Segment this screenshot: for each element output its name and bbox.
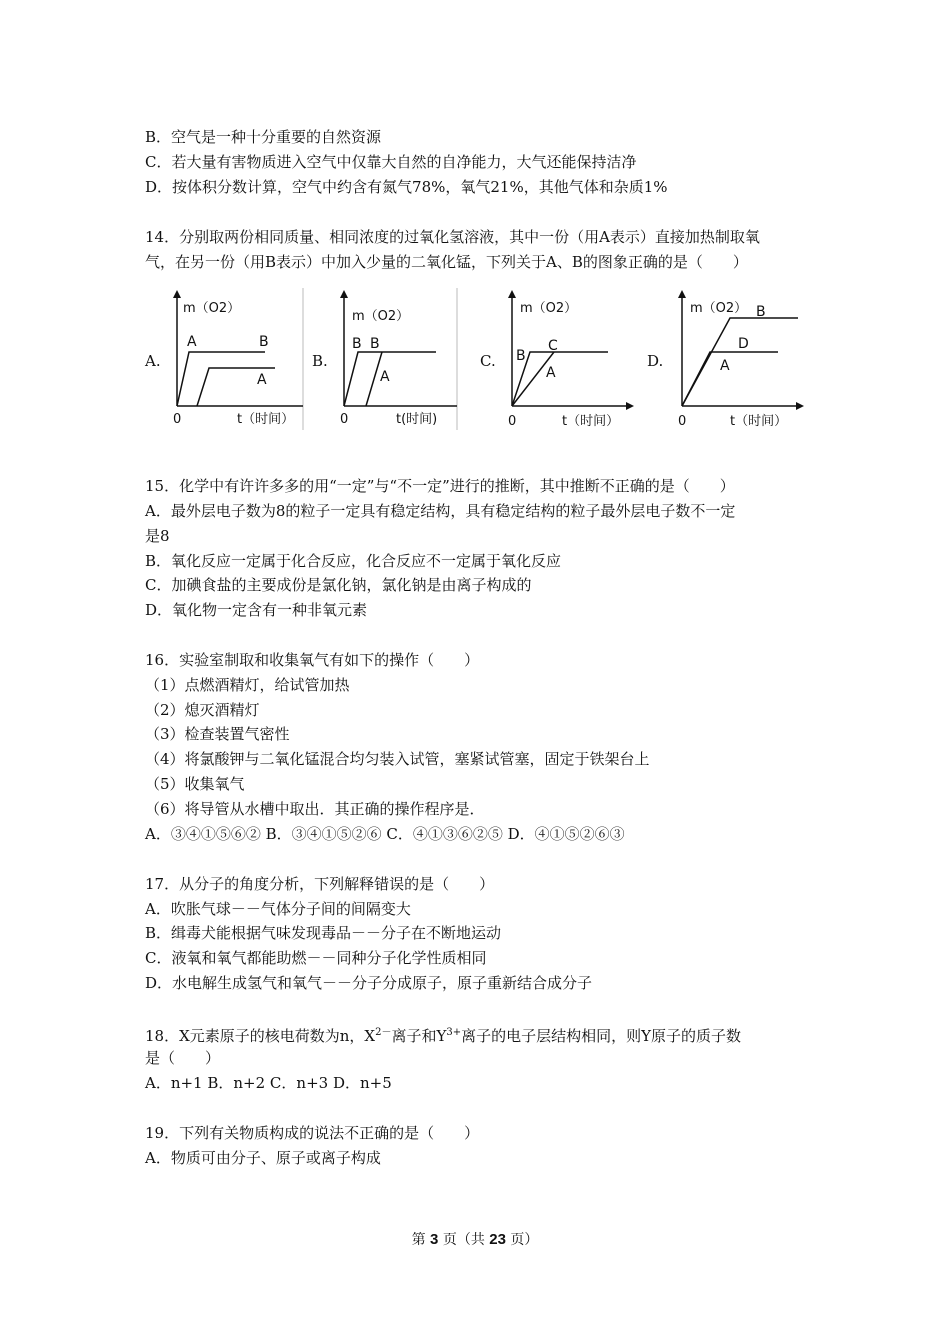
q18-charge-x: 2－ (375, 1027, 392, 1038)
q18-charge-y: 3+ (446, 1027, 462, 1038)
q16-step-6: （6）将导管从水槽中取出．其正确的操作程序是． (145, 800, 485, 818)
q14-graph-a-option: A. (145, 352, 161, 370)
q17-option-b: B．缉毒犬能根据气味发现毒品－－分子在不断地运动 (145, 924, 502, 942)
q19-stem: 19．下列有关物质构成的说法不正确的是（ ） (145, 1124, 480, 1142)
q14-graph-a (165, 288, 310, 430)
q15-option-a-line1: A．最外层电子数为8的粒子一定具有稳定结构，具有稳定结构的粒子最外层电子数不一定 (145, 502, 736, 520)
q17-option-c: C．液氧和氧气都能助燃－－同种分子化学性质相同 (145, 949, 487, 967)
q15-option-d: D．氧化物一定含有一种非氧元素 (145, 601, 368, 619)
q14-graph-a-xlabel: t（时间） (237, 412, 295, 427)
q14-graph-c-option: C. (480, 352, 496, 370)
q16-step-5: （5）收集氧气 (145, 775, 245, 793)
q14-graph-d-xlabel: t（时间） (730, 414, 788, 429)
q16-options: A．③④①⑤⑥② B．③④①⑤②⑥ C．④①③⑥②⑤ D．④①⑤②⑥③ (145, 825, 625, 843)
q18-stem-mid: 离子和Y (391, 1027, 447, 1045)
q14-graph-d-curve-3: A (720, 358, 730, 374)
q18-stem-pre: 18．X元素原子的核电荷数为n，X (145, 1027, 376, 1045)
q14-graph-d-curve-2: D (738, 336, 749, 352)
footer-page-number: 3 (430, 1231, 439, 1248)
q14-graph-a-ylabel: m（O2） (183, 301, 241, 316)
footer-total-pages: 23 (489, 1231, 506, 1248)
q14-graph-d-origin: 0 (678, 414, 687, 429)
q17-option-a: A．吹胀气球－－气体分子间的间隔变大 (145, 900, 411, 918)
q14-graph-d-curve-1: B (756, 304, 766, 320)
q14-graph-c-xlabel: t（时间） (562, 414, 620, 429)
q14-graph-c-ylabel: m（O2） (520, 301, 578, 316)
q14-graph-b-origin: 0 (340, 412, 349, 427)
q13-option-b: B．空气是一种十分重要的自然资源 (145, 128, 382, 146)
q14-stem-line1: 14．分别取两份相同质量、相同浓度的过氧化氢溶液，其中一份（用A表示）直接加热制取氧 (145, 228, 760, 246)
footer-post: 页） (510, 1232, 539, 1248)
q17-stem: 17．从分子的角度分析，下列解释错误的是（ ） (145, 875, 495, 893)
q15-option-a-line2: 是8 (145, 527, 170, 545)
footer-mid: 页（共 (442, 1232, 485, 1248)
q14-graph-c (500, 288, 640, 430)
q14-graph-b-xlabel: t(时间) (396, 412, 438, 427)
q14-graph-a-origin: 0 (173, 412, 182, 427)
q14-graph-d-option: D. (647, 352, 664, 370)
q14-graph-c-origin: 0 (508, 414, 517, 429)
q14-graph-a-curve-2: B (259, 334, 269, 350)
q14-graph-b-ylabel: m（O2） (352, 309, 410, 324)
q16-step-4: （4）将氯酸钾与二氧化锰混合均匀装入试管，塞紧试管塞，固定于铁架台上 (145, 750, 650, 768)
q14-graph-c-curve-3: A (546, 365, 556, 381)
q14-graph-b-curve-2: B (370, 336, 380, 352)
q14-stem-line2: 气，在另一份（用B表示）中加入少量的二氧化锰，下列关于A、B的图象正确的是（ ） (145, 253, 748, 271)
q14-graph-a-curve-3: A (257, 372, 267, 388)
q14-graph-a-curve-1: A (187, 334, 197, 350)
q18-stem-line1 (145, 1023, 741, 1046)
q16-step-2: （2）熄灭酒精灯 (145, 701, 260, 719)
q14-graph-d (670, 288, 810, 430)
q15-option-c: C．加碘食盐的主要成份是氯化钠，氯化钠是由离子构成的 (145, 576, 532, 594)
footer-pre: 第 (411, 1232, 426, 1248)
q16-step-3: （3）检查装置气密性 (145, 725, 290, 743)
q18-stem-line2: 是（ ） (145, 1049, 221, 1067)
q14-graph-b-option: B. (312, 352, 328, 370)
q13-option-d: D．按体积分数计算，空气中约含有氮气78%，氧气21%，其他气体和杂质1% (145, 178, 668, 196)
q14-graph-c-curve-1: B (516, 348, 526, 364)
q15-stem: 15．化学中有许许多多的用“一定”与“不一定”进行的推断，其中推断不正确的是（ ） (145, 477, 735, 495)
q14-graph-c-curve-2: C (548, 338, 558, 354)
q16-stem: 16．实验室制取和收集氧气有如下的操作（ ） (145, 651, 480, 669)
q14-graph-d-ylabel: m（O2） (690, 301, 748, 316)
q14-graph-b (332, 288, 462, 430)
q15-option-b: B．氧化反应一定属于化合反应，化合反应不一定属于氧化反应 (145, 552, 562, 570)
q19-option-a: A．物质可由分子、原子或离子构成 (145, 1149, 381, 1167)
q16-step-1: （1）点燃酒精灯，给试管加热 (145, 676, 350, 694)
q14-graph-b-curve-3: A (380, 369, 390, 385)
q13-option-c: C．若大量有害物质进入空气中仅靠大自然的自净能力，大气还能保持洁净 (145, 153, 637, 171)
q17-option-d: D．水电解生成氢气和氧气－－分子分成原子，原子重新结合成分子 (145, 974, 593, 992)
q18-options: A．n+1 B．n+2 C．n+3 D．n+5 (145, 1074, 392, 1092)
q14-graph-b-curve-1: B (352, 336, 362, 352)
page-footer (0, 1229, 950, 1249)
q18-stem-post: 离子的电子层结构相同，则Y原子的质子数 (461, 1027, 742, 1045)
